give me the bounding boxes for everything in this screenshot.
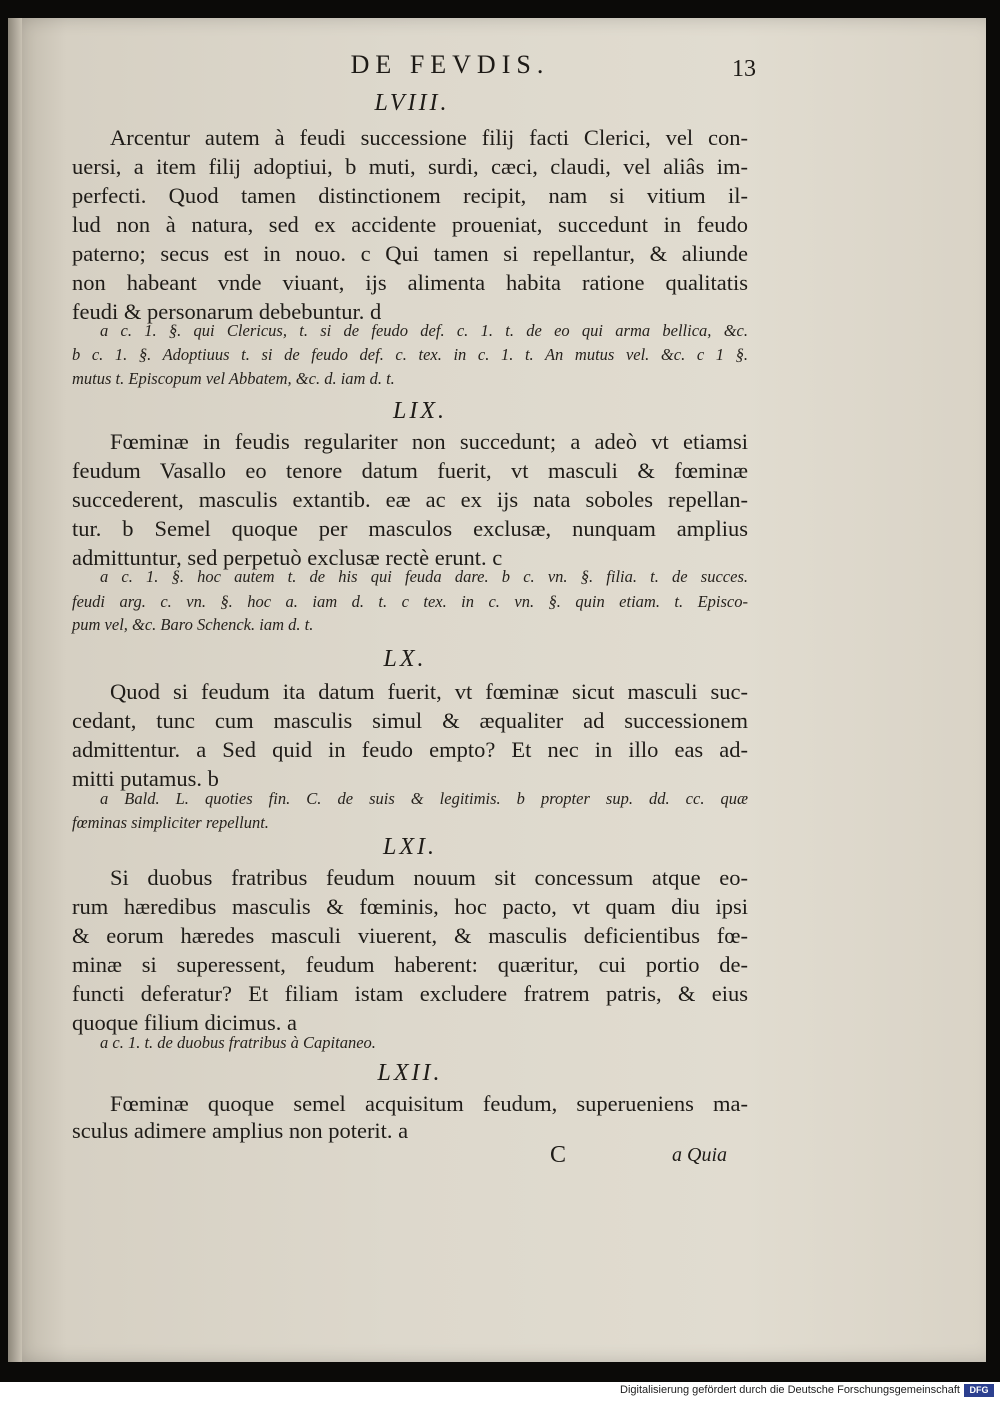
footer-credit: Digitalisierung gefördert durch die Deutsche Forschungsgemeinschaft [620, 1384, 960, 1396]
text-line: admittuntur, sed perpetuò exclusæ rectè erunt. c [72, 545, 503, 570]
dfg-logo-icon: DFG [964, 1384, 994, 1397]
marginal-note: a Bald. L. quoties fin. C. de suis & legitimis. b propter sup. dd. cc. quæ [100, 789, 748, 808]
text-line: paterno; secus est in nouo. c Qui tamen si repellantur, & aliunde [72, 241, 748, 266]
catchword: a Quia [672, 1144, 727, 1166]
section-heading: LIX. [393, 398, 447, 424]
text-line: non habeant vnde viuant, ijs alimenta habita ratione qualitatis [72, 270, 748, 295]
footer-bar [0, 1382, 1000, 1401]
text-line: uersi, a item filij adoptiui, b muti, surdi, cæci, claudi, vel aliâs im- [72, 154, 748, 179]
text-line: quoque filium dicimus. a [72, 1010, 297, 1035]
section-heading: LX. [383, 646, 427, 672]
text-line: Si duobus fratribus feudum nouum sit concessum atque eo- [110, 865, 748, 890]
text-line: mitti putamus. b [72, 766, 219, 791]
section-heading: LXI. [383, 834, 437, 860]
marginal-note: feudi arg. c. vn. §. hoc a. iam d. t. c tex. in c. vn. §. quin etiam. t. Episco- [72, 592, 748, 611]
marginal-note: mutus t. Episcopum vel Abbatem, &c. d. iam d. t. [72, 369, 395, 388]
marginal-note: fœminas simpliciter repellunt. [72, 813, 269, 832]
text-line: Quod si feudum ita datum fuerit, vt fœminæ sicut masculi suc- [110, 679, 748, 704]
page-number: 13 [732, 56, 756, 82]
text-line: lud non à natura, sed ex accidente proueniat, succedunt in feudo [72, 212, 748, 237]
marginal-note: pum vel, &c. Baro Schenck. iam d. t. [72, 615, 314, 634]
text-line: Fœminæ quoque semel acquisitum feudum, superueniens ma- [110, 1091, 748, 1116]
section-heading: LXII. [377, 1060, 443, 1086]
text-line: Arcentur autem à feudi successione filij facti Clerici, vel con- [110, 125, 748, 150]
text-line: & eorum hæredes masculi viuerent, & masculis deficientibus fœ- [72, 923, 748, 948]
marginal-note: a c. 1. §. qui Clericus, t. si de feudo def. c. 1. t. de eo qui arma bellica, &c. [100, 321, 748, 340]
text-line: perfecti. Quod tamen distinctionem recipit, nam si vitium il- [72, 183, 748, 208]
marginal-note: b c. 1. §. Adoptiuus t. si de feudo def. c. tex. in c. 1. t. An mutus vel. &c. c 1 §. [72, 345, 748, 364]
text-line: functi deferatur? Et filiam istam excludere fratrem patris, & eius [72, 981, 748, 1006]
text-line: sculus adimere amplius non poterit. a [72, 1118, 409, 1143]
page-gutter-shadow [8, 18, 22, 1362]
text-line: admittentur. a Sed quid in feudo empto? Et nec in illo eas ad- [72, 737, 748, 762]
text-line: rum hæredibus masculis & fœminis, hoc pacto, vt quam diu ipsi [72, 894, 748, 919]
signature-mark: C [550, 1142, 567, 1168]
running-head: DE FEVDIS. [350, 50, 550, 79]
text-line: succederent, masculis extantib. eæ ac ex ijs nata soboles repellan- [72, 487, 748, 512]
text-line: feudum Vasallo eo tenore datum fuerit, vt masculi & fœminæ [72, 458, 748, 483]
marginal-note: a c. 1. t. de duobus fratribus à Capitaneo. [100, 1033, 376, 1052]
text-line: tur. b Semel quoque per masculos exclusæ, nunquam amplius [72, 516, 748, 541]
text-line: minæ si superessent, feudum haberent: quæritur, cui portio de- [72, 952, 748, 977]
text-line: cedant, tunc cum masculis simul & æqualiter ad successionem [72, 708, 748, 733]
marginal-note: a c. 1. §. hoc autem t. de his qui feuda dare. b c. vn. §. filia. t. de succes. [100, 567, 748, 586]
text-line: feudi & personarum debebuntur. d [72, 299, 382, 324]
text-line: Fœminæ in feudis regulariter non succedunt; a adeò vt etiamsi [110, 429, 748, 454]
section-heading: LVIII. [374, 90, 450, 116]
